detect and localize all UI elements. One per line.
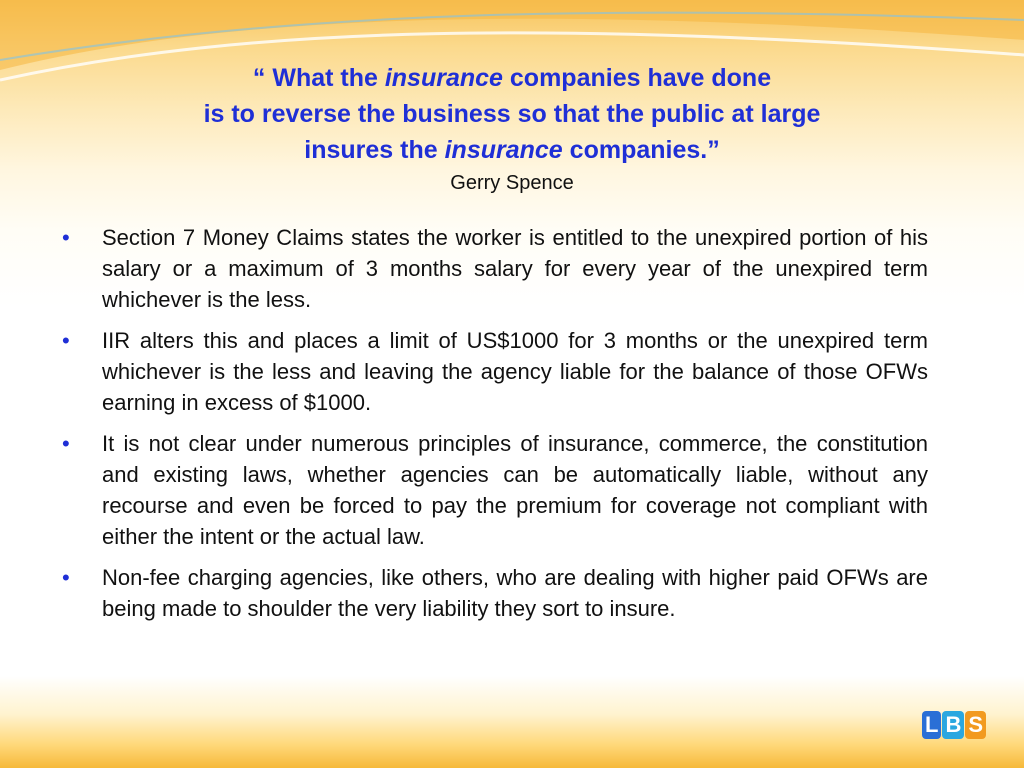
- bullet-icon: •: [62, 431, 70, 456]
- logo-letter-l: L: [922, 711, 941, 739]
- logo-letter-s: S: [965, 711, 986, 739]
- bullet-list: [62, 222, 928, 634]
- bullet-icon: •: [62, 565, 70, 590]
- logo-letter-b: B: [942, 711, 964, 739]
- bullet-text: Non-fee charging agencies, like others, who are dealing with higher paid OFWs are being made to shoulder the very liability they sort to insure.: [102, 565, 928, 621]
- bullet-text: IIR alters this and places a limit of US$1000 for 3 months or the unexpired term whichever is the less and leaving the agency liable for the balance of those OFWs earning in excess of $1000.: [102, 328, 928, 415]
- bullet-item: [62, 562, 928, 624]
- bullet-item: [62, 222, 928, 315]
- quote-line-2: is to reverse the business so that the public at large: [203, 100, 821, 128]
- bullet-text: It is not clear under numerous principles of insurance, commerce, the constitution and existing laws, whether agencies can be automatically liable, without any recourse and even be forced to pay the premium for coverage not compliant with either the intent or the actual law.: [102, 431, 928, 549]
- bullet-item: [62, 428, 928, 552]
- quote-italic-word: insurance: [444, 136, 563, 164]
- quote-author: Gerry Spence: [450, 172, 574, 194]
- bullet-icon: •: [62, 328, 70, 353]
- bullet-text: Section 7 Money Claims states the worker is entitled to the unexpired portion of his salary or a maximum of 3 months salary for every year of the unexpired term whichever is the less.: [102, 225, 928, 312]
- quote-italic-word: insurance: [384, 64, 503, 92]
- quote-title: [60, 60, 964, 168]
- bullet-icon: •: [62, 225, 70, 250]
- bullet-item: [62, 325, 928, 418]
- quote-line-1: “ What the insurance companies have done: [252, 64, 772, 92]
- quote-line-3: insures the insurance companies.”: [304, 136, 720, 164]
- lbs-logo: [922, 710, 986, 740]
